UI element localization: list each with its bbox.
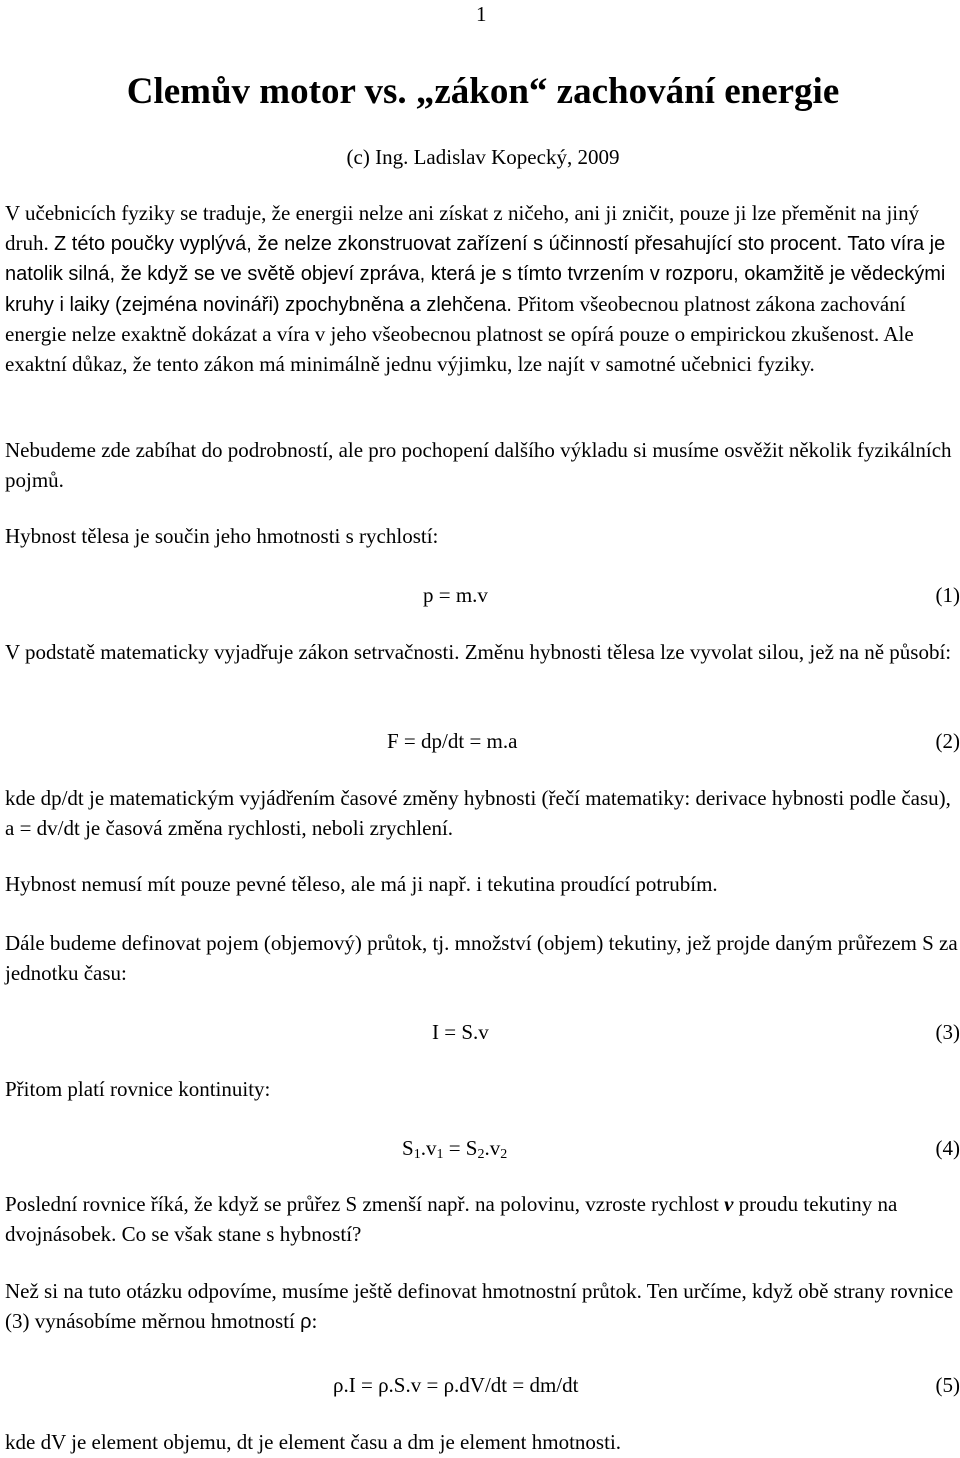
rho-symbol: ρ <box>300 1310 312 1333</box>
intro-sentence-4: Přitom všeobecnou platnost zákona zachování energie nelze exaktně dokázat a víra v jeho všeobecnou platnost se opírá pouze o empirickou zkušenost. Ale exaktní důkaz, že tento zákon má minimálně jednu výjimku, lze najít v samotné učebnici fyziky. <box>5 291 914 376</box>
equation-3: I = S.v <box>432 1020 489 1044</box>
equation-2-number: (2) <box>935 729 960 753</box>
equation-3-number: (3) <box>935 1020 960 1044</box>
velocity-symbol: v <box>724 1192 734 1216</box>
paragraph-mass-flow <box>5 1277 960 1337</box>
eq4-sub-2: 1 <box>436 1147 444 1162</box>
paragraph-elements: kde dV je element objemu, dt je element času a dm je element hmotnosti. <box>5 1430 622 1454</box>
paragraph-inertia: V podstatě matematicky vyjadřuje zákon setrvačnosti. Změnu hybnosti tělesa lze vyvolat silou, jež na ně působí: <box>5 640 952 664</box>
equation-2: F = dp/dt = m.a <box>387 729 518 753</box>
paragraph-flow: Dále budeme definovat pojem (objemový) průtok, tj. množství (objem) tekutiny, jež projde daným průřezem S za jednotku času: <box>5 931 958 985</box>
paragraph-derivative: kde dp/dt je matematickým vyjádřením časové změny hybnosti (řečí matematiky: derivace hybnosti podle času), a = dv/dt je časová změna rychlosti, neboli zrychlení. <box>5 786 951 840</box>
p10-text-2: : <box>311 1308 318 1333</box>
p9-text-1: Poslední rovnice říká, že když se průřez S zmenší např. na polovinu, vzroste rychlost <box>5 1192 725 1216</box>
eq4-v1: .v <box>420 1136 437 1160</box>
equation-1-number: (1) <box>935 583 960 607</box>
eq4-s1: S <box>402 1136 414 1160</box>
equation-4-number: (4) <box>935 1136 960 1160</box>
paragraph-momentum: Hybnost tělesa je součin jeho hmotnosti s rychlostí: <box>5 524 439 548</box>
paragraph-continuity: Přitom platí rovnice kontinuity: <box>5 1077 271 1101</box>
p9-text-2: proudu tekutiny na dvojnásobek. Co se však stane s hybností? <box>5 1192 898 1246</box>
paragraph-concepts: Nebudeme zde zabíhat do podrobností, ale pro pochopení dalšího výkladu si musíme osvěžit několik fyzikálních pojmů. <box>5 438 952 492</box>
page-number: 1 <box>476 2 487 26</box>
intro-paragraph <box>5 199 960 379</box>
eq4-sub-4: 2 <box>500 1147 508 1162</box>
eq4-equals: = S <box>443 1136 478 1160</box>
equation-4 <box>402 1135 507 1161</box>
intro-sentence-3: Tato víra je natolik silná, že když se ve světě objeví zpráva, která je s tímto tvrzením v rozporu, okamžitě je vědeckými kruhy i laiky (zejména novináři) zpochybněna a zlehčena. <box>5 232 946 316</box>
document-title: Clemův motor vs. „zákon“ zachování energie <box>126 71 840 112</box>
author-line: (c) Ing. Ladislav Kopecký, 2009 <box>346 145 620 169</box>
paragraph-last-equation <box>5 1190 960 1249</box>
p10-text-1: Než si na tuto otázku odpovíme, musíme ještě definovat hmotnostní průtok. Ten určíme, když obě strany rovnice (3) vynásobíme měrnou hmotností <box>5 1279 954 1333</box>
intro-sentence-1: V učebnicích fyziky se traduje, že energii nelze ani získat z ničeho, ani ji zničit, pouze ji lze přeměnit na jiný druh. <box>5 201 920 255</box>
paragraph-fluid: Hybnost nemusí mít pouze pevné těleso, ale má ji např. i tekutina proudící potrubím. <box>5 872 718 896</box>
eq4-v2: .v <box>484 1136 501 1160</box>
eq4-sub-1: 1 <box>413 1147 421 1162</box>
equation-1: p = m.v <box>423 583 488 607</box>
eq4-sub-3: 2 <box>477 1147 485 1162</box>
equation-5: ρ.I = ρ.S.v = ρ.dV/dt = dm/dt <box>333 1373 579 1397</box>
equation-5-number: (5) <box>935 1373 960 1397</box>
intro-sentence-2: Z této poučky vyplývá, že nelze zkonstruovat zařízení s účinností přesahující sto procent. <box>54 232 843 255</box>
